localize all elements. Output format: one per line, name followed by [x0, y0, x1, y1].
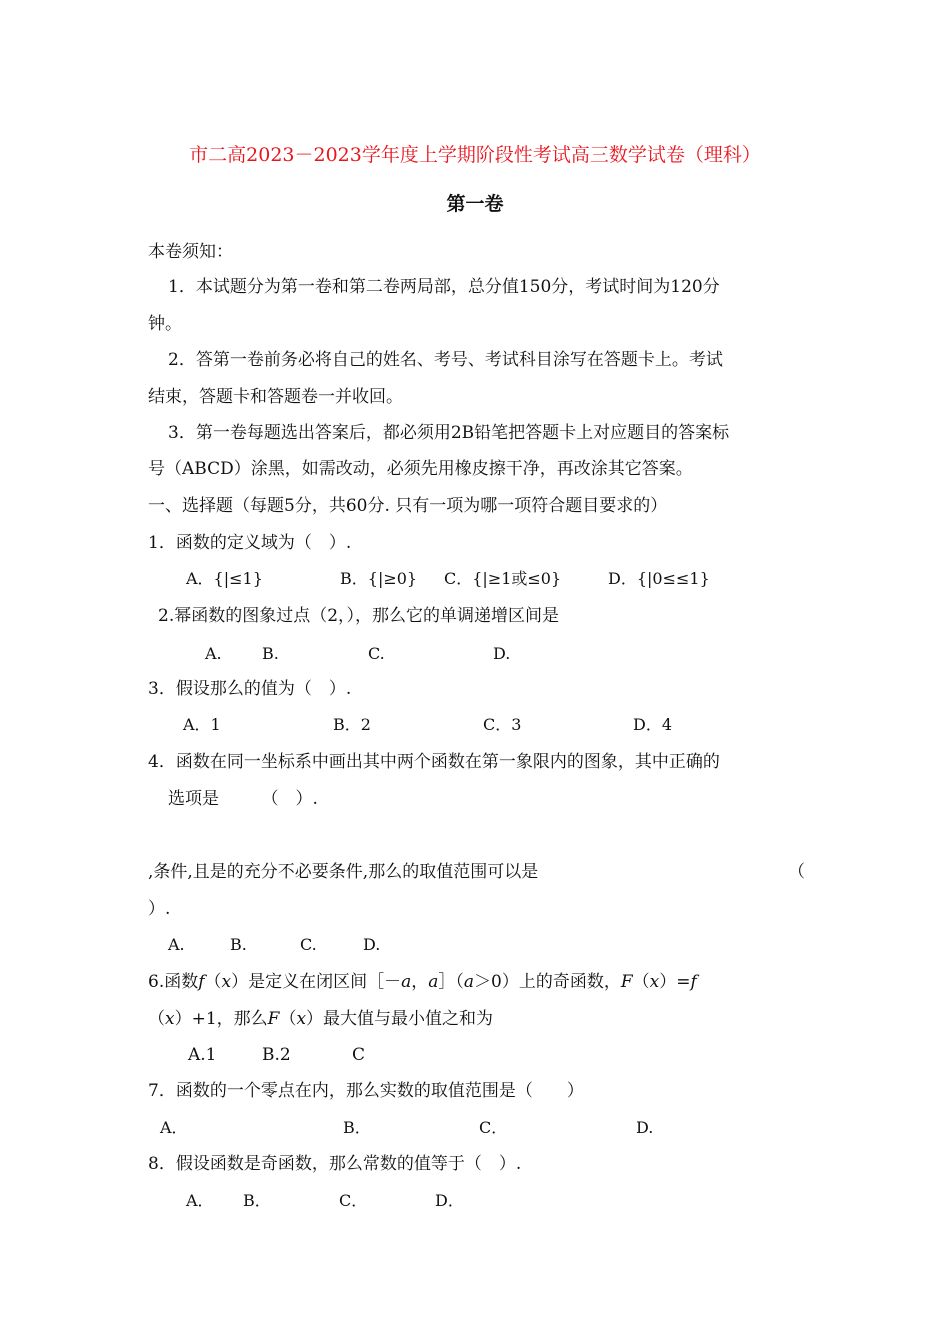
question-5-line1: ,条件,且是的充分不必要条件,那么的取值范围可以是 [148, 862, 539, 882]
notice-3-line1: 3．第一卷每题选出答案后，都必须用2B铅笔把答题卡上对应题目的答案标 [168, 423, 730, 443]
q1-option-d: D．{|0≤≤1} [608, 569, 710, 588]
q6-text: ）= [659, 972, 691, 992]
q3-option-d: D．4 [633, 715, 673, 734]
q6-option-a: A.1 [188, 1045, 217, 1065]
q3-option-b: B．2 [333, 715, 371, 734]
q1-option-b: B．{|≥0} [340, 569, 418, 588]
q6-var: a [463, 972, 475, 992]
q6-var: a [428, 972, 439, 992]
question-4-line2: 选项是 （ ）. [168, 789, 318, 809]
q6-text: （ [632, 972, 650, 992]
question-6-line1 [148, 971, 697, 993]
q2-option-d: D. [493, 644, 511, 663]
q5-option-d: D. [363, 935, 381, 954]
q7-option-d: D. [636, 1118, 654, 1137]
q6-var: x [221, 972, 232, 992]
q6-var: f [198, 972, 205, 992]
q8-option-c: C． [339, 1191, 368, 1210]
question-7: 7．函数的一个零点在内，那么实数的取值范围是（ ） [148, 1081, 584, 1101]
q6-text: ）是定义在闭区间［－ [231, 972, 402, 992]
question-3: 3．假设那么的值为（ ）. [148, 679, 352, 699]
q2-option-b: B. [262, 644, 279, 663]
q6-option-b: B.2 [262, 1045, 291, 1065]
question-2: 2.幂函数的图象过点（2，），那么它的单调递增区间是 [158, 606, 560, 626]
question-8: 8．假设函数是奇函数，那么常数的值等于（ ）. [148, 1154, 522, 1174]
notice-heading: 本卷须知： [148, 242, 233, 262]
q6-text: ）最大值与最小值之和为 [306, 1009, 494, 1029]
q5-option-b: B. [230, 935, 247, 954]
q6-var: F [267, 1009, 280, 1029]
q6-text: ， [411, 972, 429, 992]
q5-option-c: C. [300, 935, 317, 954]
q6-var: x [649, 972, 660, 992]
volume-title: 第一卷 [446, 193, 504, 215]
question-4-line1: 4．函数在同一坐标系中画出其中两个函数在第一象限内的图象，其中正确的 [148, 752, 720, 772]
q6-text: ＞0）上的奇函数， [474, 972, 621, 992]
q8-option-a: A． [186, 1191, 214, 1210]
q6-text: （ [204, 972, 222, 992]
q6-option-c: C [352, 1045, 366, 1065]
section-heading: 一、选择题（每题5分，共60分. 只有一项为哪一项符合题目要求的） [148, 496, 668, 516]
q8-option-b: B． [243, 1191, 271, 1210]
q6-var: x [165, 1009, 175, 1029]
notice-2-line1: 2．答第一卷前务必将自己的姓名、考号、考试科目涂写在答题卡上。考试 [168, 350, 723, 370]
q7-option-c: C． [479, 1118, 508, 1137]
question-5-line2: ）. [148, 899, 171, 919]
q2-option-c: C. [368, 644, 385, 663]
q6-text: （ [148, 1009, 165, 1029]
notice-1-line2: 钟。 [148, 314, 182, 334]
q7-option-b: B． [343, 1118, 371, 1137]
q6-var: a [401, 972, 412, 992]
q7-option-a: A． [160, 1118, 188, 1137]
notice-1-line1: 1．本试题分为第一卷和第二卷两局部，总分值150分，考试时间为120分 [168, 277, 720, 297]
q6-text: （ [279, 1009, 297, 1029]
q6-text: ）+1，那么 [174, 1009, 268, 1029]
q5-option-a: A. [168, 935, 185, 954]
question-1: 1．函数的定义域为（ ）. [148, 533, 352, 553]
question-6-line2 [148, 1008, 493, 1030]
question-5-paren: （ [788, 862, 805, 882]
q6-text: 6.函数 [148, 972, 199, 992]
q1-option-a: A．{|≤1} [186, 569, 263, 588]
q2-option-a: A. [205, 644, 222, 663]
q8-option-d: D． [435, 1191, 464, 1210]
q6-var: x [296, 1009, 307, 1029]
q6-text: ］（ [438, 972, 464, 992]
q3-option-c: C．3 [483, 715, 522, 734]
q6-var: f [690, 972, 697, 992]
exam-title: 市二高2023－2023学年度上学期阶段性考试高三数学试卷（理科） [189, 144, 761, 166]
q3-option-a: A．1 [183, 715, 221, 734]
notice-2-line2: 结束，答题卡和答题卷一并收回。 [148, 387, 403, 407]
q6-var: F [620, 972, 633, 992]
q1-option-c: C．{|≥1或≤0} [444, 569, 562, 588]
notice-3-line2: 号（ABCD）涂黑，如需改动，必须先用橡皮擦干净，再改涂其它答案。 [148, 459, 693, 479]
